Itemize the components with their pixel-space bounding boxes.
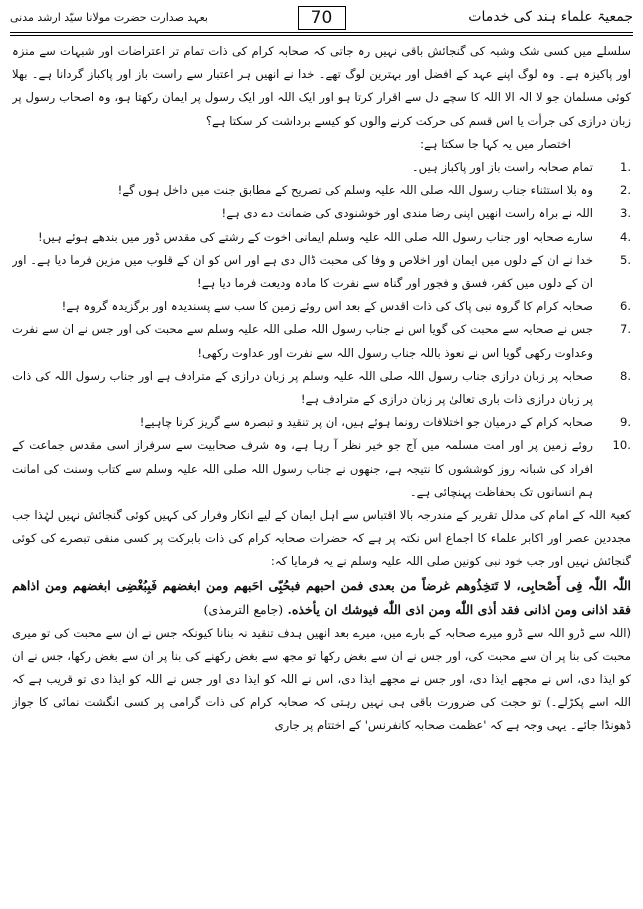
item-text: سارے صحابہ اور جناب رسول اللہ صلی اللہ علیہ وسلم ایمانی اخوت کے رشتے کی مقدس ڈور میں بندھے ہوئے ہیں!	[38, 229, 593, 244]
item-text: صحابہ کرام کا گروہ نبی پاک کی ذات اقدس کے بعد اس روئے زمین کا سب سے پسندیدہ اور برگزیدہ گروہ ہے!	[61, 299, 593, 314]
list-item	[12, 411, 631, 434]
item-number: 10.	[612, 438, 631, 453]
list-item	[12, 202, 631, 225]
header-rule	[10, 32, 633, 33]
item-number: 6.	[619, 299, 631, 314]
summary-lead: اختصار میں یہ کہا جا سکتا ہے:	[420, 136, 571, 151]
imam-quote-paragraph: کعبۃ اللہ کے امام کی مدلل تقریر کے مندرجہ بالا اقتباس سے اہل ایمان کے لیے انکار وفرار کی کہیں کوئی گنجائش نہیں لہٰذا جب مجددین عصر اور اکابر علماء کا اجماع اس نکتہ پر ہے کہ حضرات صحابہ کرام کی ذات بابرکت پر کسی منفی تبصرے کی کوئی گنجائش نہیں اور جب خود نبی کونین صلی اللہ علیہ وسلم نے یہ فرمایا کہ:	[12, 508, 631, 569]
page-header	[10, 6, 633, 32]
item-number: 9.	[619, 415, 631, 430]
page-body	[12, 40, 631, 905]
item-number: 3.	[619, 206, 631, 221]
list-item	[12, 226, 631, 249]
item-number: 1.	[619, 160, 631, 175]
header-rule-thin	[10, 35, 633, 36]
hadith-arabic	[12, 574, 631, 622]
list-item	[12, 434, 631, 504]
list-item	[12, 179, 631, 202]
item-number: 2.	[619, 183, 631, 198]
item-text: جس نے صحابہ سے محبت کی گویا اس نے جناب رسول اللہ صلی اللہ علیہ وسلم سے محبت کی اور جس نے ان سے نفرت وعداوت رکھی گویا اس نے نعوذ باللہ جناب رسول اللہ سے نفرت اور عداوت رکھی!	[12, 322, 593, 360]
list-item	[12, 249, 631, 295]
hadith-translation: (اللہ سے ڈرو اللہ سے ڈرو میرے صحابہ کے بارے میں، میرے بعد انھیں ہدف تنقید نہ بنانا کیونکہ جس نے ان سے محبت کی تو میری محبت کی بنا پر ان سے محبت کی، اور جس نے ان سے بغض رکھا تو مجھ سے بغض رکھنے کی بنا پر ان سے بغض رکھا، جس نے ان کو ایذا دی، اس نے مجھے ایذا دی، اور جس نے مجھے ایذا دی، اس نے اللہ کو ایذا دی اور جس نے اللہ کو ایذا دی تو قریب ہے کہ اللہ اسے پکڑلے۔) تو حجت کی ضرورت باقی ہی نہیں رہتی کہ صحابہ کرام کی ذات گرامی پر کسی انگشت نمائی کا جواز ڈھونڈا جائے۔ یہی وجہ ہے کہ 'عظمت صحابہ کانفرنس' کے اختتام پر جاری	[12, 625, 631, 733]
item-text: روئے زمین پر اور امت مسلمہ میں آج جو خیر نظر آ رہا ہے، وہ شرف صحابیت سے سرفراز اسی مقدس جماعت کے افراد کی شبانہ روز کوششوں کا نتیجہ ہے، جنھوں نے جناب رسول اللہ صلی اللہ علیہ وسلم سے کتاب وسنت کی امانت ہم انسانوں تک بحفاظت پہنچائی ہے۔	[12, 438, 593, 499]
list-item	[12, 318, 631, 364]
item-number: 8.	[619, 368, 631, 383]
hadith-reference: (جامع الترمذی)	[203, 601, 284, 617]
item-text: وہ بلا استثناء جناب رسول اللہ صلی اللہ علیہ وسلم کی تصریح کے مطابق جنت میں داخل ہوں گے!	[117, 183, 593, 198]
book-title: جمعیۃ علماء ہند کی خدمات	[468, 9, 633, 25]
item-number: 5.	[619, 252, 631, 267]
item-text: خدا نے ان کے دلوں میں ایمان اور اخلاص و وفا کی محبت ڈال دی ہے اور اس کو ان کے قلوب میں مزین فرما دیا ہے۔ اور ان کے دلوں میں کفر، فسق و فجور اور گناہ سے نفرت کا مادہ ودیعت فرما دیا ہے!	[12, 252, 593, 291]
item-text: صحابہ پر زبان درازی جناب رسول اللہ صلی اللہ علیہ وسلم پر زبان درازی کے مترادف ہے اور جناب رسول اللہ کی ذات پر زبان درازی ذات باری تعالیٰ پر زبان درازی کے مترادف ہے!	[12, 368, 593, 407]
running-subtitle: بعہد صدارت حضرت مولانا سیّد ارشد مدنی	[10, 11, 208, 24]
item-text: تمام صحابہ راست باز اور پاکباز ہیں۔	[411, 160, 593, 175]
item-text: اللہ نے براہ راست انھیں اپنی رضا مندی اور خوشنودی کی ضمانت دے دی ہے!	[221, 206, 593, 221]
intro-paragraph: سلسلے میں کسی شک وشبہ کی گنجائش باقی نہیں رہ جاتی کہ صحابہ کرام کی ذات تمام تر اعتراضات اور شبہات سے منزہ اور پاکیزہ ہے۔ وہ لوگ اپنے عہد کے افضل اور بہترین لوگ تھے۔ خدا نے انھیں ہر اعتبار سے راست باز اور پاکباز گردانا ہے۔ بھلا کوئی مسلمان جو لا الہ الا اللہ کا سچے دل سے اقرار کرتا ہو اور ایک اللہ اور ایک رسول پر ایمان رکھتا ہو، وہ اصحاب رسول پر زبان درازی کی جرأت یا اس قسم کی حرکت کرنے والوں کو کیسے برداشت کر سکتا ہے؟	[12, 44, 631, 128]
list-item	[12, 365, 631, 411]
page-number: 70	[298, 6, 346, 30]
points-list	[12, 156, 631, 504]
item-number: 7.	[619, 322, 631, 337]
hadith-text: اللّٰہ اللّٰہ فِی أَصْحابِی، لا تَتخِذُوهم غرضاً من بعدی فمن احبهم فبحُبِّی احَبهم ومن ابغضهم فَبِبُغْضِی ابغضهم ومن اذاهم فقد اذانی ومن اذانی فقد أذى اللّٰه ومن اذى اللّٰه فيوشك ان يأخذه.	[12, 577, 631, 617]
list-item	[12, 156, 631, 179]
item-text: صحابہ کرام کے درمیان جو اختلافات رونما ہوئے ہیں، ان پر تنقید و تبصرہ سے گریز کرنا چاہیے!	[139, 415, 593, 430]
list-item	[12, 295, 631, 318]
item-number: 4.	[619, 229, 631, 244]
